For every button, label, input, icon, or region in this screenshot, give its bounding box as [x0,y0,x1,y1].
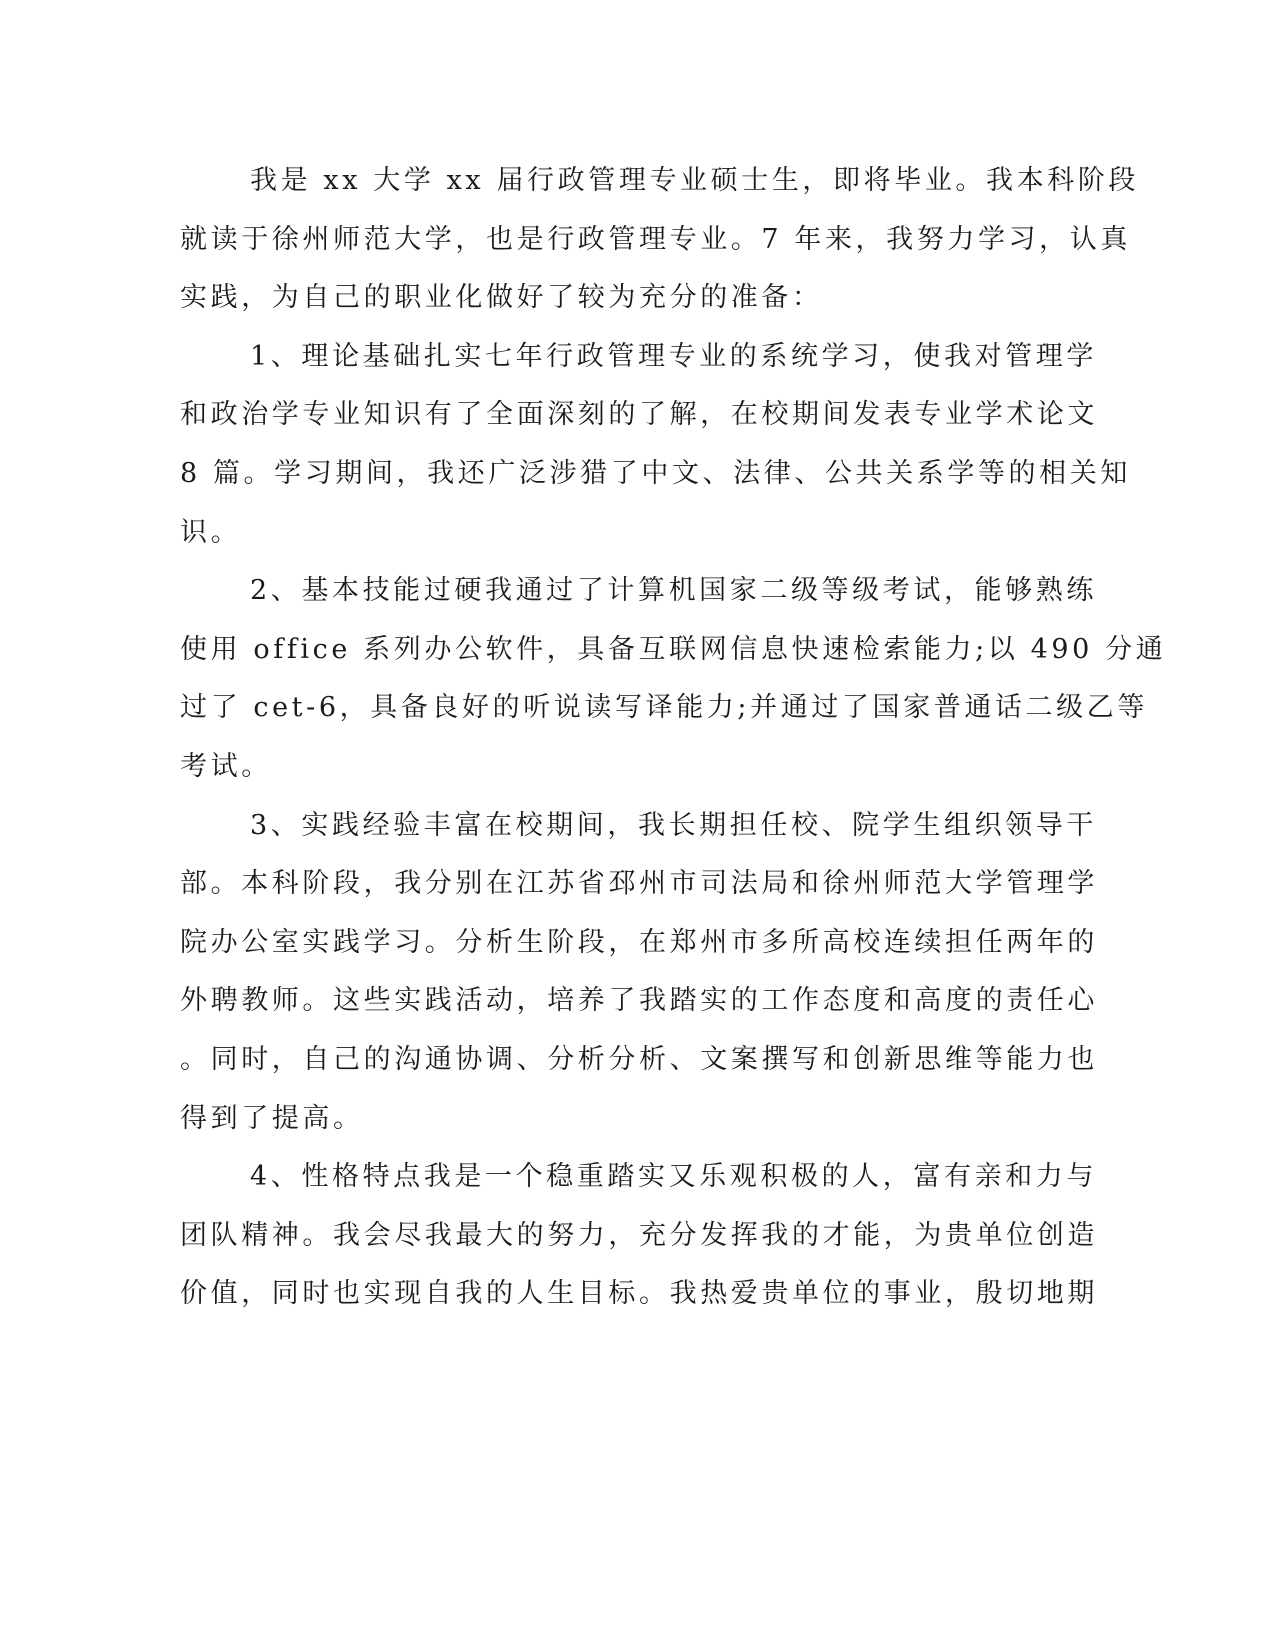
paragraph-character-line-1: 4、性格特点我是一个稳重踏实又乐观积极的人，富有亲和力与 [250,1161,1097,1193]
paragraph-theory-line-3: 8 篇。学习期间，我还广泛涉猎了中文、法律、公共关系学等的相关知 [180,457,1131,489]
paragraph-skills-line-3: 过了 cet-6，具备良好的听说读写译能力;并通过了国家普通话二级乙等 [180,692,1148,724]
paragraph-skills-line-2: 使用 office 系列办公软件，具备互联网信息快速检索能力;以 490 分通 [180,633,1167,665]
paragraph-intro-line-2: 就读于徐州师范大学，也是行政管理专业。7 年来，我努力学习，认真 [180,223,1131,255]
paragraph-intro-line-1: 我是 xx 大学 xx 届行政管理专业硕士生，即将毕业。我本科阶段 [250,165,1140,196]
paragraph-practice-line-6: 得到了提高。 [180,1102,364,1134]
paragraph-skills-line-1: 2、基本技能过硬我通过了计算机国家二级等级考试，能够熟练 [250,575,1097,607]
paragraph-intro-line-3: 实践，为自己的职业化做好了较为充分的准备： [180,282,823,314]
paragraph-character-line-2: 团队精神。我会尽我最大的努力，充分发挥我的才能，为贵单位创造 [180,1219,1098,1251]
paragraph-practice-line-5: 。同时，自己的沟通协调、分析分析、文案撰写和创新思维等能力也 [180,1043,1098,1075]
paragraph-practice-line-3: 院办公室实践学习。分析生阶段，在郑州市多所高校连续担任两年的 [180,926,1098,958]
paragraph-theory-line-1: 1、理论基础扎实七年行政管理专业的系统学习，使我对管理学 [250,340,1097,372]
paragraph-character-line-3: 价值，同时也实现自我的人生目标。我热爱贵单位的事业，殷切地期 [180,1278,1098,1310]
paragraph-practice-line-4: 外聘教师。这些实践活动，培养了我踏实的工作态度和高度的责任心 [180,985,1098,1017]
paragraph-theory-line-2: 和政治学专业知识有了全面深刻的了解，在校期间发表专业学术论文 [180,399,1098,431]
paragraph-skills-line-4: 考试。 [180,750,272,782]
paragraph-practice-line-1: 3、实践经验丰富在校期间，我长期担任校、院学生组织领导干 [250,809,1097,841]
paragraph-practice-line-2: 部。本科阶段，我分别在江苏省邳州市司法局和徐州师范大学管理学 [180,868,1098,900]
paragraph-theory-line-4: 识。 [180,516,242,548]
document-body [180,152,1167,1324]
